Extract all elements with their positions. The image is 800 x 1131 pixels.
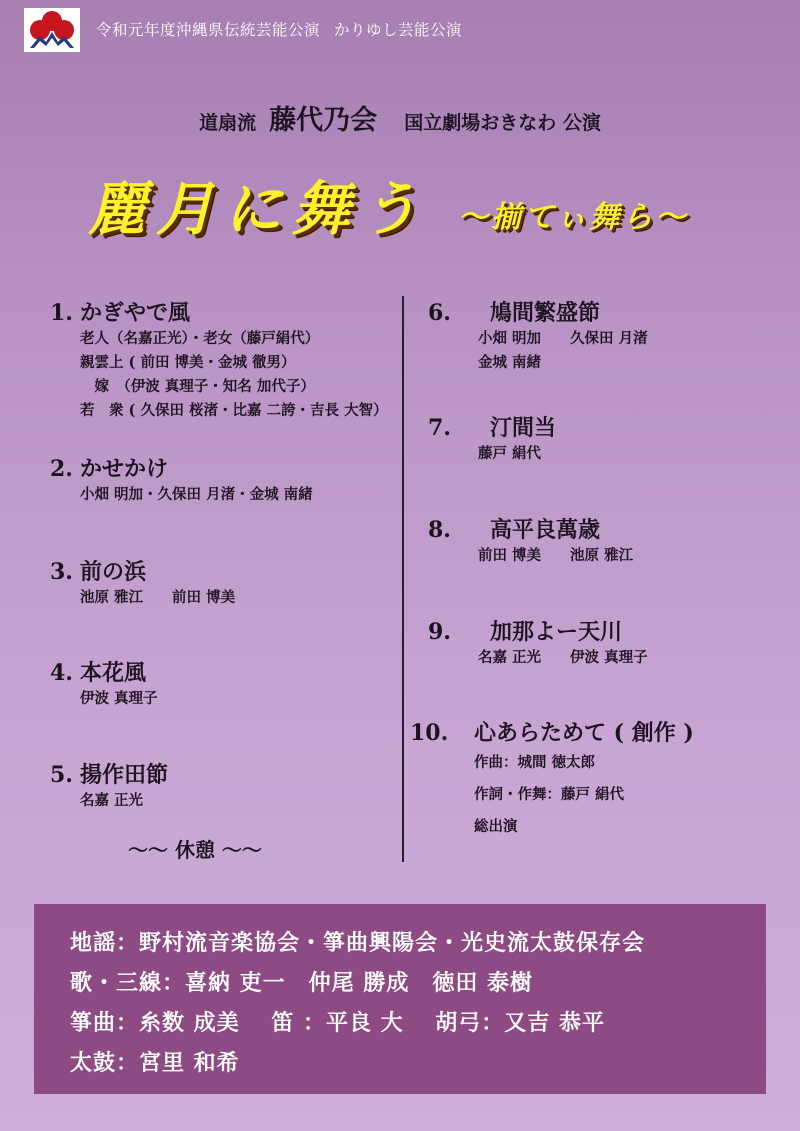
event-series-title: 令和元年度沖縄県伝統芸能公演 xyxy=(96,21,321,39)
program-performers: 伊波 真理子 xyxy=(80,690,158,707)
program-performers: 名嘉 正光 xyxy=(80,792,144,809)
musicians-panel xyxy=(34,904,766,1094)
program-performers: 池原 雅江 前田 博美 xyxy=(80,589,236,606)
program-title: 前の浜 xyxy=(80,559,147,585)
program-title: 汀間当 xyxy=(490,415,557,441)
event-series-subtitle: かりゆし芸能公演 xyxy=(334,21,463,39)
column-divider xyxy=(402,296,404,862)
program-item-3 xyxy=(50,555,235,610)
program-number: 2. xyxy=(50,456,73,482)
program-performers: 金城 南緒 xyxy=(478,354,542,371)
program-performers: 総出演 xyxy=(474,818,518,835)
program-title: 本花風 xyxy=(80,660,147,686)
program-item-5 xyxy=(50,758,168,813)
program-item-10 xyxy=(410,716,694,843)
top-banner xyxy=(0,0,800,58)
troupe-name: 藤代乃会 xyxy=(269,105,378,136)
red-crest-icon xyxy=(24,8,80,52)
organization-line xyxy=(0,98,800,137)
program-performers: 名嘉 正光 伊波 真理子 xyxy=(478,649,648,666)
program-number: 9. xyxy=(428,619,451,645)
intermission-label: 〜〜 休憩 〜〜 xyxy=(128,838,262,862)
program-number: 1. xyxy=(50,300,73,326)
program-title: 加那よー天川 xyxy=(490,619,623,645)
program-performers: 親雲上 ( 前田 博美・金城 徹男） xyxy=(80,354,296,371)
program-item-4 xyxy=(50,656,158,711)
credits-line-taiko: 太鼓：宮里 和希 xyxy=(70,1051,240,1076)
program-number: 8. xyxy=(428,517,451,543)
credits-line-jikata: 地謡：野村流音楽協会・箏曲興陽会・光史流太鼓保存会 xyxy=(70,931,646,956)
program-performers: 小畑 明加 久保田 月渚 xyxy=(478,330,648,347)
venue: 国立劇場おきなわ 公演 xyxy=(404,112,601,134)
sub-title: 〜揃てぃ舞ら〜 xyxy=(458,200,689,235)
program-title: かせかけ xyxy=(80,456,169,482)
program-item-9 xyxy=(428,615,648,670)
credits-line-koto-fue-kokyu: 箏曲：糸数 成美 笛 ：平良 大 胡弓：又吉 恭平 xyxy=(70,1011,605,1036)
program-title: 揚作田節 xyxy=(80,762,169,788)
program-item-1 xyxy=(50,296,388,423)
main-title: 麗月に舞う xyxy=(88,175,429,243)
program-performers: 老人（名嘉正光）・老女（藤戸絹代） xyxy=(80,330,320,347)
program-item-8 xyxy=(428,513,633,568)
program-number: 10. xyxy=(410,720,449,746)
program-title: 高平良萬歳 xyxy=(490,517,601,543)
program-performers: 藤戸 絹代 xyxy=(478,445,542,462)
program-title: 鳩間繁盛節 xyxy=(490,300,601,326)
program-performers: 嫁 （伊波 真理子・知名 加代子） xyxy=(80,378,315,395)
program-performers: 小畑 明加・久保田 月渚・金城 南緒 xyxy=(80,486,313,503)
program-number: 4. xyxy=(50,660,73,686)
program-number: 5. xyxy=(50,762,73,788)
program-item-7 xyxy=(428,411,556,466)
program-number: 6. xyxy=(428,300,451,326)
program-performers: 前田 博美 池原 雅江 xyxy=(478,547,634,564)
program-composer: 作曲：城間 徳太郎 xyxy=(474,754,596,771)
event-series-line xyxy=(96,18,462,40)
program-number: 3. xyxy=(50,559,73,585)
program-title: 心あらためて ( 創作 ) xyxy=(474,720,694,746)
program-number: 7. xyxy=(428,415,451,441)
program-choreographer: 作詞・作舞：藤戸 絹代 xyxy=(474,786,625,803)
program-title: かぎやで風 xyxy=(80,300,191,326)
program-item-6 xyxy=(428,296,648,375)
dance-school: 道扇流 xyxy=(199,112,257,134)
program-performers: 若 衆 ( 久保田 桜渚・比嘉 二誇・吉長 大智） xyxy=(80,402,388,419)
program-item-2 xyxy=(50,452,313,507)
credits-line-uta-sanshin: 歌・三線：喜納 吏一 仲尾 勝成 徳田 泰樹 xyxy=(70,971,533,996)
